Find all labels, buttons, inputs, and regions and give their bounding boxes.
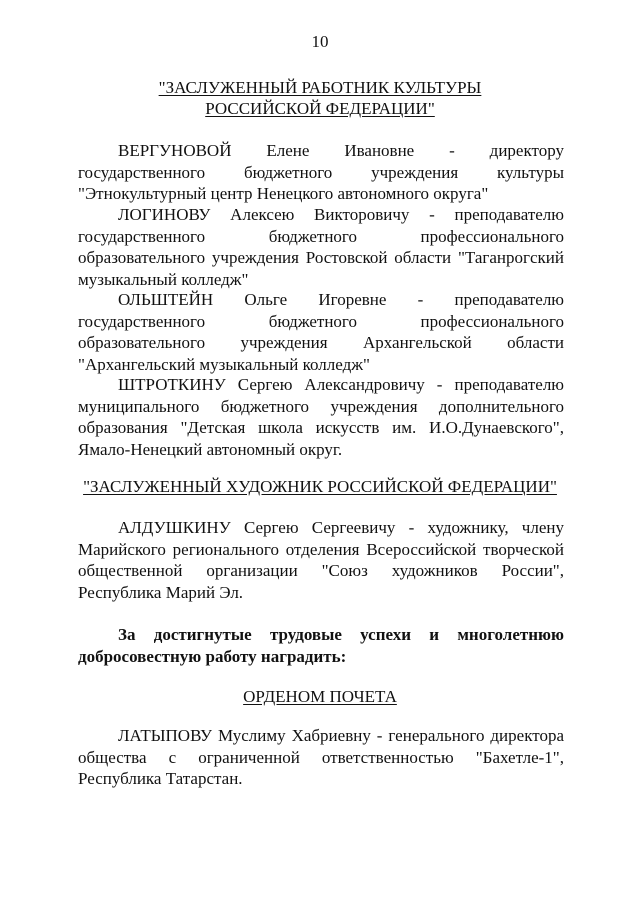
section-heading-honored-artist: [0, 476, 640, 497]
award-entry-latypov: ЛАТЫПОВУ Муслиму Хабриевну - генерального директора общества с ограниченной ответственностью "Бахетле-1", Республика Татарстан.: [78, 726, 564, 788]
award-entry-aldushkin: АЛДУШКИНУ Сергею Сергеевичу - художнику, члену Марийского регионального отделения Всероссийской творческой общественной организации "Союз художников России", Республика Марий Эл.: [78, 518, 564, 602]
heading-line: РОССИЙСКОЙ ФЕДЕРАЦИИ": [205, 99, 435, 118]
award-entry-loginov: ЛОГИНОВУ Алексею Викторовичу - преподавателю государственного бюджетного профессионального образовательного учреждения Ростовской области "Таганрогский музыкальный колледж": [78, 205, 564, 289]
heading-line: "ЗАСЛУЖЕННЫЙ ХУДОЖНИК РОССИЙСКОЙ ФЕДЕРАЦИИ": [83, 477, 557, 496]
award-statement: За достигнутые трудовые успехи и многолетнюю добросовестную работу наградить:: [78, 625, 564, 666]
section-heading-order-of-honor: [0, 686, 640, 707]
award-entry-shtrotkin: ШТРОТКИНУ Сергею Александровичу - преподавателю муниципального бюджетного учреждения дополнительного образования "Детская школа искусств им. И.О.Дунаевского", Ямало-Ненецкий автономный округ.: [78, 375, 564, 459]
section-heading-honored-culture-worker: [0, 77, 640, 119]
page-number: 10: [311, 32, 329, 51]
award-entry-vergunova: ВЕРГУНОВОЙ Елене Ивановне - директору государственного бюджетного учреждения культуры "Этнокультурный центр Ненецкого автономного округа": [78, 141, 564, 203]
heading-line: "ЗАСЛУЖЕННЫЙ РАБОТНИК КУЛЬТУРЫ: [158, 78, 482, 97]
heading-line: ОРДЕНОМ ПОЧЕТА: [243, 687, 397, 706]
award-entry-olshtein: ОЛЬШТЕЙН Ольге Игоревне - преподавателю государственного бюджетного профессионального образовательного учреждения Архангельской области "Архангельский музыкальный колледж": [78, 290, 564, 374]
